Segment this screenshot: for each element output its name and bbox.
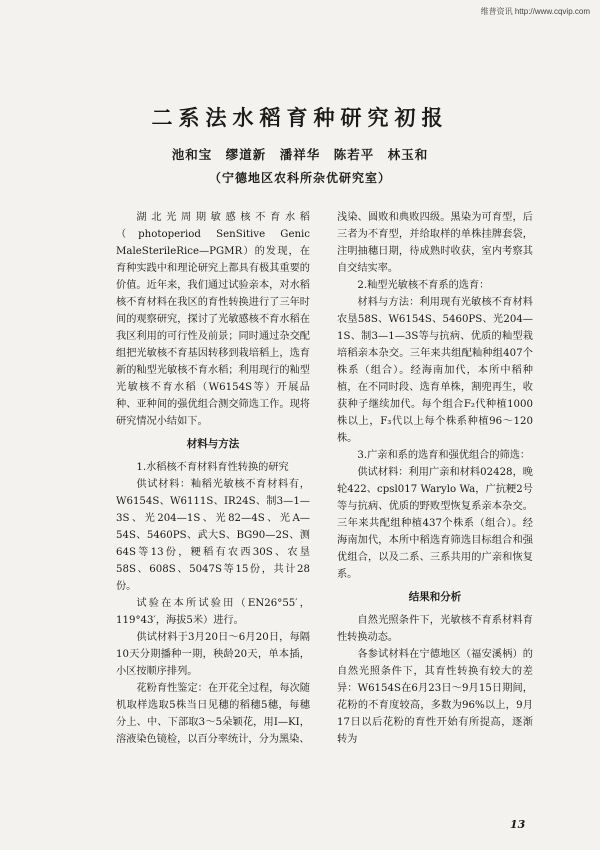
- watermark-text: 维普资讯 http://www.cqvip.com: [480, 7, 590, 16]
- section-heading-results: 结果和分析: [408, 591, 462, 603]
- subsection-title: 3.广亲和系的选育和强优组合的筛选：: [357, 450, 531, 461]
- body-paragraph: 花粉育性鉴定：在开花全过程，每次随机取样选取5株当日见穗的稻穗5穗，每穗分上、中、下部取3～5朵颖花，用I—KI，溶液染色镜检，以百分率统计，分为黑染、: [116, 683, 310, 745]
- body-paragraph: 浅染、圆败和典败四级。黑染为可育型，后三者为不育型，并给取样的单株挂牌套袋，注明抽穗日期，待成熟时收获，室内考察其自交结实率。: [337, 212, 533, 274]
- subsection-title: 1.水稻核不育材料育性转换的研究: [136, 462, 289, 473]
- body-paragraph: 自然光照条件下，光敏核不育系材料育性转换动态。: [337, 615, 533, 643]
- body-paragraph: 材料与方法：利用现有光敏核不育材料农垦58S、W6154S、5460PS、光204—1S、制3—1—3S等与抗病、优质的籼型栽培稻亲本杂交。三年来共组配籼种组407个株系（组合）。经海南加代，本所中稻种植，在不同时段、选育单株，割兜再生，收获种子继续加代。每个组合F₂代种植1000株以上，F₃代以上每个株系种植96～120株。: [337, 297, 533, 444]
- left-column: [116, 209, 310, 748]
- body-paragraph: 试验在本所试验田（EN26°55′，119°43′，海拔5米）进行。: [116, 598, 310, 626]
- body-paragraph: 供试材料：利用广亲和材料02428，晚轮422、cpsl017 Warylo Wa，广抗粳2号等与抗病、优质的野败型恢复系亲本杂交。三年来共配组种植437个株系（组合）。经海南加代，本所中稻选育筛选目标组合和强优组合，以及二系、三系共用的广亲和恢复系。: [337, 467, 533, 580]
- page-number: 13: [510, 818, 526, 831]
- paper-title: 二系法水稻育种研究初报: [151, 105, 449, 130]
- body-paragraph: 各参试材料在宁德地区（福安溪柄）的自然光照条件下，其育性转换有较大的差异：W6154S在6月23日～9月15日期间，花粉的不育度较高，多数为96%以上，9月17日以后花粉的育性开始有所提高，逐渐转为: [337, 649, 533, 745]
- subsection-title: 2.籼型光敏核不育系的选育：: [357, 280, 490, 291]
- right-column: [337, 209, 533, 748]
- affiliation: （宁德地区农科所杂优研究室）: [208, 171, 391, 185]
- body-paragraph: 供试材料于3月20日～6月20日，每隔10天分期播种一期，秧龄20天，单本插，小区按顺序排列。: [116, 632, 310, 677]
- body-paragraph: 供试材料：籼稻光敏核不育材料有，W6154S、W6111S、IR24S、制3—1—3S、光204—1S、光82—4S、光A—54S、5460PS、武大S、BG90—2S、测64S等13份，粳稻有农西30S、农垦58S、608S、5047S等15份，共计28份。: [116, 479, 310, 592]
- section-heading-methods: 材料与方法: [186, 438, 240, 450]
- intro-paragraph: 湖北光周期敏感核不育水稻（photoperiod SenSitive Genic MaleSterileRice—PGMR）的发现，在育种实践中和理论研究上都具有极其重要的价值。近年来，我们通过试验亲本，对水稻核不育材料在我区的育性转换进行了三年时间的观察研究，探讨了光敏感核不育水稻在我区利用的可行性及前景；同时通过杂交配组把光敏核不育基因转移到栽培稻上，选育新的籼型光敏核不育水稻；利用现行的籼型光敏核不育水稻（W6154S等）开展品种、亚种间的强优组合测交筛选工作。现将研究情况小结如下。: [116, 212, 310, 427]
- author-list: 池和宝 缪道新 潘祥华 陈若平 林玉和: [171, 147, 429, 162]
